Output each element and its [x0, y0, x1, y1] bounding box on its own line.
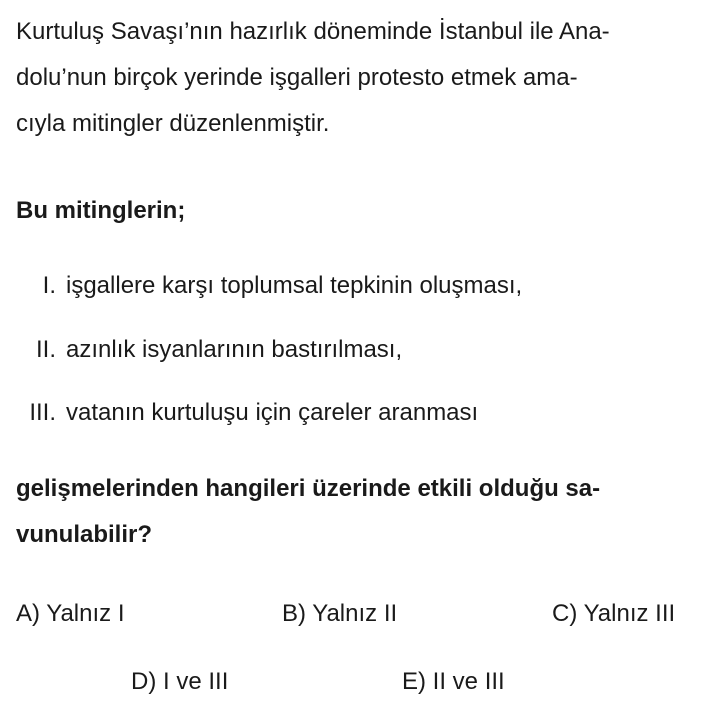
question-line-1: gelişmelerinden hangileri üzerinde etkili olduğu sa- — [16, 475, 601, 502]
statement-numeral: III. — [29, 399, 56, 426]
statement-numeral: II. — [35, 336, 56, 363]
option-text: Yalnız III — [583, 600, 676, 627]
statement-text: vatanın kurtuluşu için çareler aranması — [66, 399, 479, 426]
option-c[interactable] — [552, 600, 675, 628]
statement-text: işgallere karşı toplumsal tepkinin oluşması, — [66, 272, 523, 299]
option-text: I ve III — [163, 668, 229, 695]
stem-line-1: Kurtuluş Savaşı’nın hazırlık döneminde İstanbul ile Ana- — [16, 18, 610, 45]
option-letter: D) — [131, 668, 157, 695]
option-e[interactable] — [402, 668, 505, 696]
option-letter: A) — [16, 600, 40, 627]
option-d[interactable] — [131, 668, 228, 696]
option-letter: E) — [402, 668, 426, 695]
option-b[interactable] — [282, 600, 397, 628]
lead-text: Bu mitinglerin; — [16, 197, 186, 224]
stem-line-2: dolu’nun birçok yerinde işgalleri protesto etmek ama- — [16, 64, 578, 91]
option-text: Yalnız I — [46, 600, 125, 627]
option-letter: B) — [282, 600, 306, 627]
statement-numeral: I. — [42, 272, 56, 299]
option-text: II ve III — [432, 668, 505, 695]
question-line-2: vunulabilir? — [16, 521, 153, 548]
option-letter: C) — [552, 600, 578, 627]
stem-line-3: cıyla mitingler düzenlenmiştir. — [16, 110, 330, 137]
option-a[interactable] — [16, 600, 125, 628]
statement-text: azınlık isyanlarının bastırılması, — [66, 336, 403, 363]
option-text: Yalnız II — [312, 600, 398, 627]
